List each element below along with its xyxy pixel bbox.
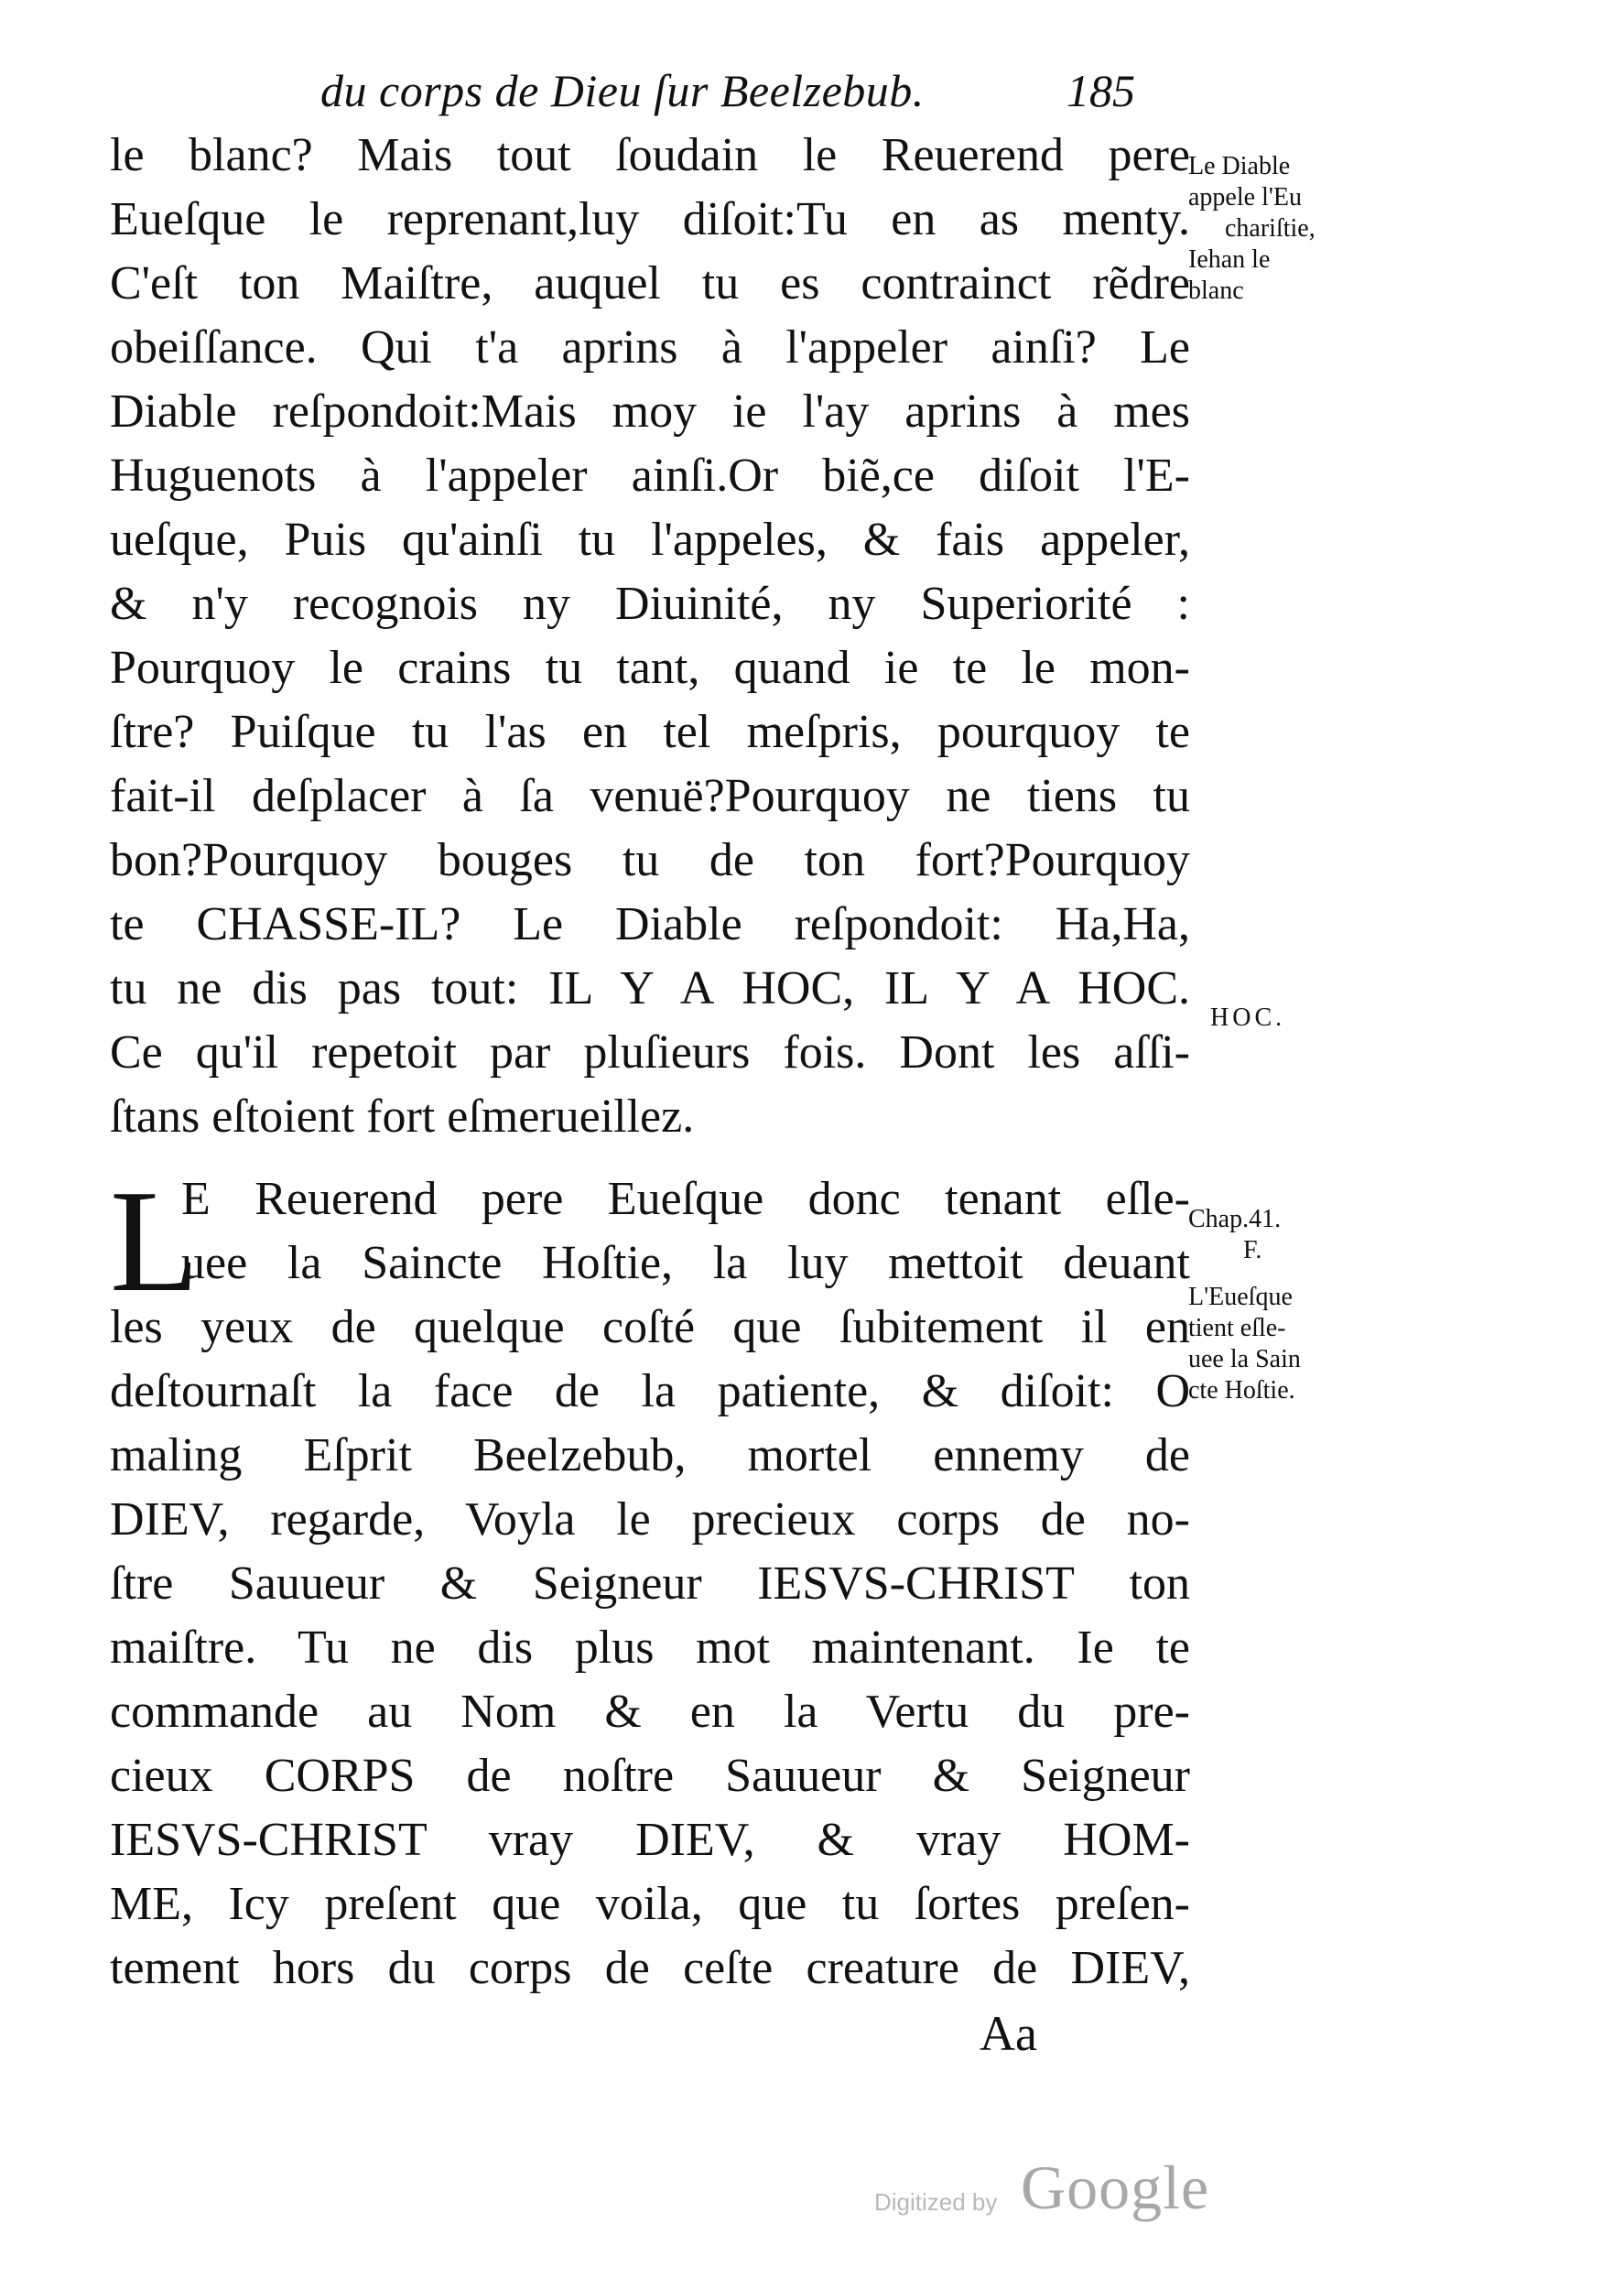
text-line: ueſque, Puis qu'ainſi tu l'appeles, & fais appeler, — [110, 514, 1190, 566]
text-line: deſtournaſt la face de la patiente, & diſoit: O — [110, 1365, 1190, 1417]
margin-note-line: uee la Sain — [1188, 1345, 1301, 1373]
text-line: Diable reſpondoit:Mais moy ie l'ay aprins à mes — [110, 385, 1190, 438]
margin-note — [1188, 1204, 1371, 1266]
text-line: fait-il deſplacer à ſa venuë?Pourquoy ne tiens tu — [110, 770, 1190, 822]
text-line: DIEV, regarde, Voyla le precieux corps de no- — [110, 1493, 1190, 1546]
text-line: ſtre Sauueur & Seigneur IESVS-CHRIST ton — [110, 1557, 1190, 1610]
text-line: obeiſſance. Qui t'a aprins à l'appeler ainſi? Le — [110, 321, 1190, 374]
text-line: maiſtre. Tu ne dis plus mot maintenant. Ie te — [110, 1622, 1190, 1674]
margin-note-line: HOC. — [1210, 1003, 1286, 1032]
margin-note-line: blanc — [1188, 277, 1244, 305]
text-line: le blanc? Mais tout ſoudain le Reuerend pere — [110, 129, 1190, 181]
text-line: ſtre? Puiſque tu l'as en tel meſpris, pourquoy te — [110, 706, 1190, 758]
margin-note-line: appele l'Eu — [1188, 183, 1302, 212]
digitized-watermark — [874, 2152, 1259, 2234]
text-line: Ce qu'il repetoit par pluſieurs fois. Dont les aſſi- — [110, 1026, 1190, 1079]
margin-note-line: F. — [1243, 1236, 1262, 1264]
drop-cap: L — [110, 1159, 200, 1322]
text-line: commande au Nom & en la Vertu du pre- — [110, 1686, 1190, 1738]
margin-note — [1188, 1282, 1371, 1406]
watermark-prefix: Digitized by — [874, 2188, 998, 2216]
page-number: 185 — [1066, 65, 1135, 116]
text-line: tement hors du corps de ceſte creature de DIEV, — [110, 1942, 1190, 1994]
text-line: tu ne dis pas tout: IL Y A HOC, IL Y A HOC. — [110, 962, 1190, 1014]
text-line: IESVS-CHRIST vray DIEV, & vray HOM- — [110, 1814, 1190, 1866]
text-line: Pourquoy le crains tu tant, quand ie te le mon- — [110, 642, 1190, 694]
text-line: & n'y recognois ny Diuinité, ny Superiorité : — [110, 578, 1190, 630]
text-line: les yeux de quelque coſté que ſubitement il en — [110, 1301, 1190, 1353]
text-line: bon?Pourquoy bouges tu de ton fort?Pourquoy — [110, 834, 1190, 886]
margin-note-line: chariſtie, — [1225, 214, 1315, 243]
text-line: cieux CORPS de noſtre Sauueur & Seigneur — [110, 1750, 1190, 1802]
text-line: E Reuerend pere Eueſque donc tenant eſle- — [181, 1173, 1190, 1225]
text-line: ſtans eſtoient fort eſmerueillez. — [110, 1090, 695, 1143]
margin-note-line: tient eſle- — [1188, 1314, 1286, 1342]
text-line: ME, Icy preſent que voila, que tu ſortes preſen- — [110, 1878, 1190, 1930]
margin-note-line: Le Diable — [1188, 152, 1291, 180]
text-line: te CHASSE-IL? Le Diable reſpondoit: Ha,Ha, — [110, 898, 1190, 950]
margin-note-line: Chap.41. — [1188, 1205, 1282, 1233]
text-line: Huguenots à l'appeler ainſi.Or biẽ,ce diſoit l'E- — [110, 450, 1190, 502]
margin-note-line: cte Hoſtie. — [1188, 1376, 1295, 1405]
margin-note-line: Iehan le — [1188, 245, 1271, 274]
running-head: du corps de Dieu ſur Beelzebub. — [320, 65, 925, 116]
text-line: C'eſt ton Maiſtre, auquel tu es contrainct rẽdre — [110, 257, 1190, 309]
margin-note — [1188, 1003, 1393, 1034]
text-line: Eueſque le reprenant,luy diſoit:Tu en as menty. — [110, 193, 1190, 245]
text-line: uee la Saincte Hoſtie, la luy mettoit deuant — [181, 1237, 1190, 1289]
signature-mark: Aa — [980, 2006, 1037, 2061]
margin-note-line: L'Eueſque — [1188, 1283, 1293, 1311]
text-line: maling Eſprit Beelzebub, mortel ennemy de — [110, 1429, 1190, 1481]
margin-note — [1188, 151, 1371, 307]
google-logo: Google — [1021, 2153, 1210, 2222]
page-header — [0, 55, 1624, 119]
